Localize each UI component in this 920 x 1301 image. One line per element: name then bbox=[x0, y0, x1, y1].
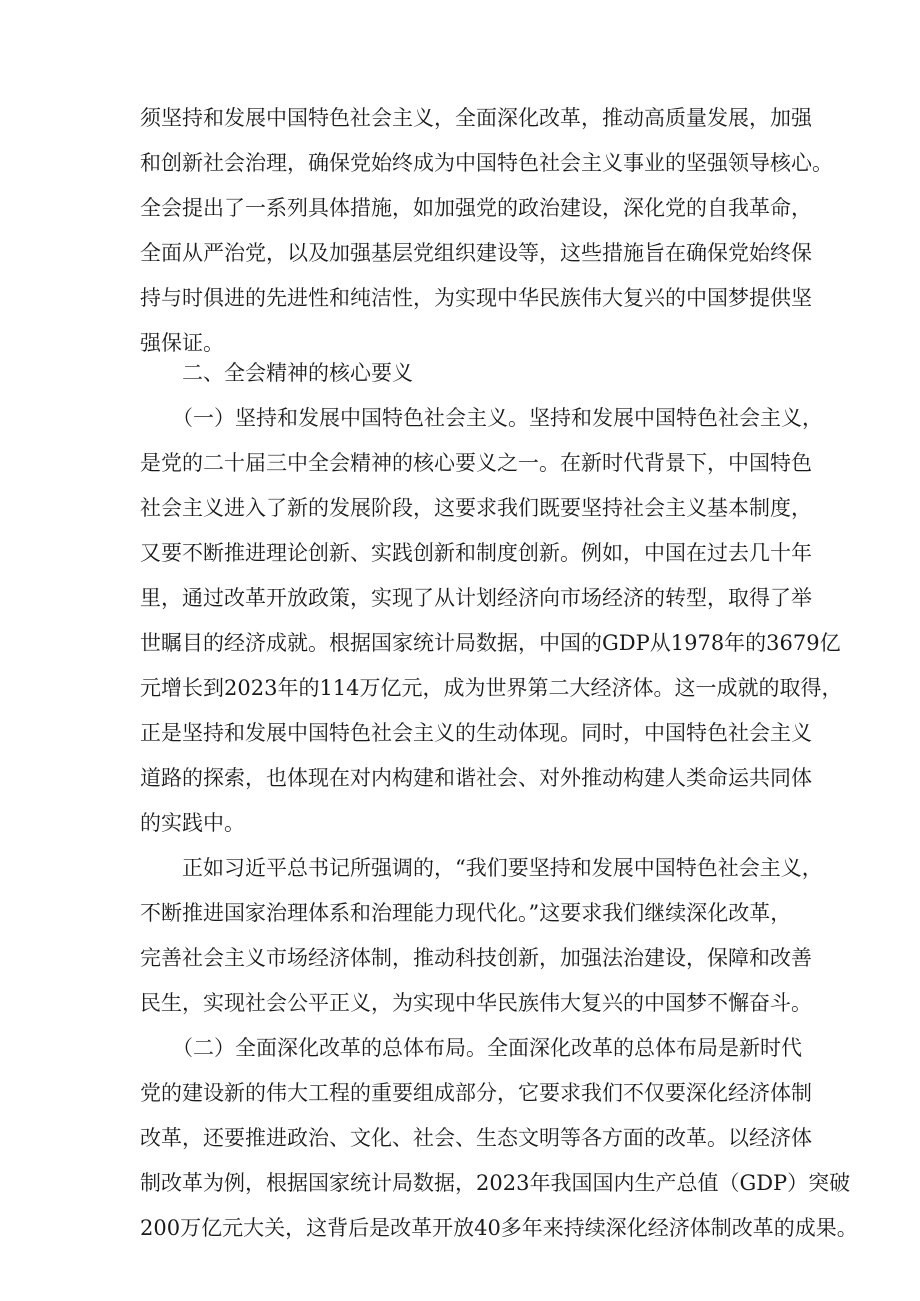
text-line: 正是坚持和发展中国特色社会主义的生动体现。同时，中国特色社会主义 bbox=[140, 721, 812, 745]
text-line: 社会主义进入了新的发展阶段，这要求我们既要坚持社会主义基本制度， bbox=[140, 496, 812, 520]
text-line: 强保证。 bbox=[140, 331, 224, 355]
text-line: 200万亿元大关，这背后是改革开放40多年来持续深化经济体制改革的成果。 bbox=[140, 1216, 858, 1240]
text-line: 全会提出了一系列具体措施，如加强党的政治建设，深化党的自我革命， bbox=[140, 196, 812, 220]
text-line: （二）全面深化改革的总体布局。全面深化改革的总体布局是新时代 bbox=[172, 1036, 802, 1060]
text-line: 道路的探索，也体现在对内构建和谐社会、对外推动构建人类命运共同体 bbox=[140, 766, 812, 790]
text-line: 和创新社会治理，确保党始终成为中国特色社会主义事业的坚强领导核心。 bbox=[140, 151, 833, 175]
text-line: 又要不断推进理论创新、实践创新和制度创新。例如，中国在过去几十年 bbox=[140, 541, 812, 565]
text-line: 里，通过改革开放政策，实现了从计划经济向市场经济的转型，取得了举 bbox=[140, 586, 812, 610]
text-line: 全面从严治党，以及加强基层党组织建设等，这些措施旨在确保党始终保 bbox=[140, 241, 812, 265]
text-line: 元增长到2023年的114万亿元，成为世界第二大经济体。这一成就的取得， bbox=[140, 676, 843, 700]
text-line: 完善社会主义市场经济体制，推动科技创新，加强法治建设，保障和改善 bbox=[140, 946, 812, 970]
text-line: 民生，实现社会公平正义，为实现中华民族伟大复兴的中国梦不懈奋斗。 bbox=[140, 991, 812, 1015]
text-line: 是党的二十届三中全会精神的核心要义之一。在新时代背景下，中国特色 bbox=[140, 451, 812, 475]
text-line: 须坚持和发展中国特色社会主义，全面深化改革，推动高质量发展，加强 bbox=[140, 106, 812, 130]
section-heading: 二、全会精神的核心要义 bbox=[182, 361, 413, 385]
text-line: 不断推进国家治理体系和治理能力现代化。”这要求我们继续深化改革， bbox=[140, 901, 792, 925]
text-line: 党的建设新的伟大工程的重要组成部分，它要求我们不仅要深化经济体制 bbox=[140, 1081, 812, 1105]
text-line: 的实践中。 bbox=[140, 811, 245, 835]
text-line: 世瞩目的经济成就。根据国家统计局数据，中国的GDP从1978年的3679亿 bbox=[140, 631, 841, 655]
text-line: 改革，还要推进政治、文化、社会、生态文明等各方面的改革。以经济体 bbox=[140, 1126, 812, 1150]
text-line: （一）坚持和发展中国特色社会主义。坚持和发展中国特色社会主义， bbox=[172, 406, 823, 430]
text-line: 持与时俱进的先进性和纯洁性，为实现中华民族伟大复兴的中国梦提供坚 bbox=[140, 286, 812, 310]
text-line: 正如习近平总书记所强调的，“我们要坚持和发展中国特色社会主义， bbox=[182, 856, 823, 880]
text-line: 制改革为例，根据国家统计局数据，2023年我国国内生产总值（GDP）突破 bbox=[140, 1171, 851, 1195]
